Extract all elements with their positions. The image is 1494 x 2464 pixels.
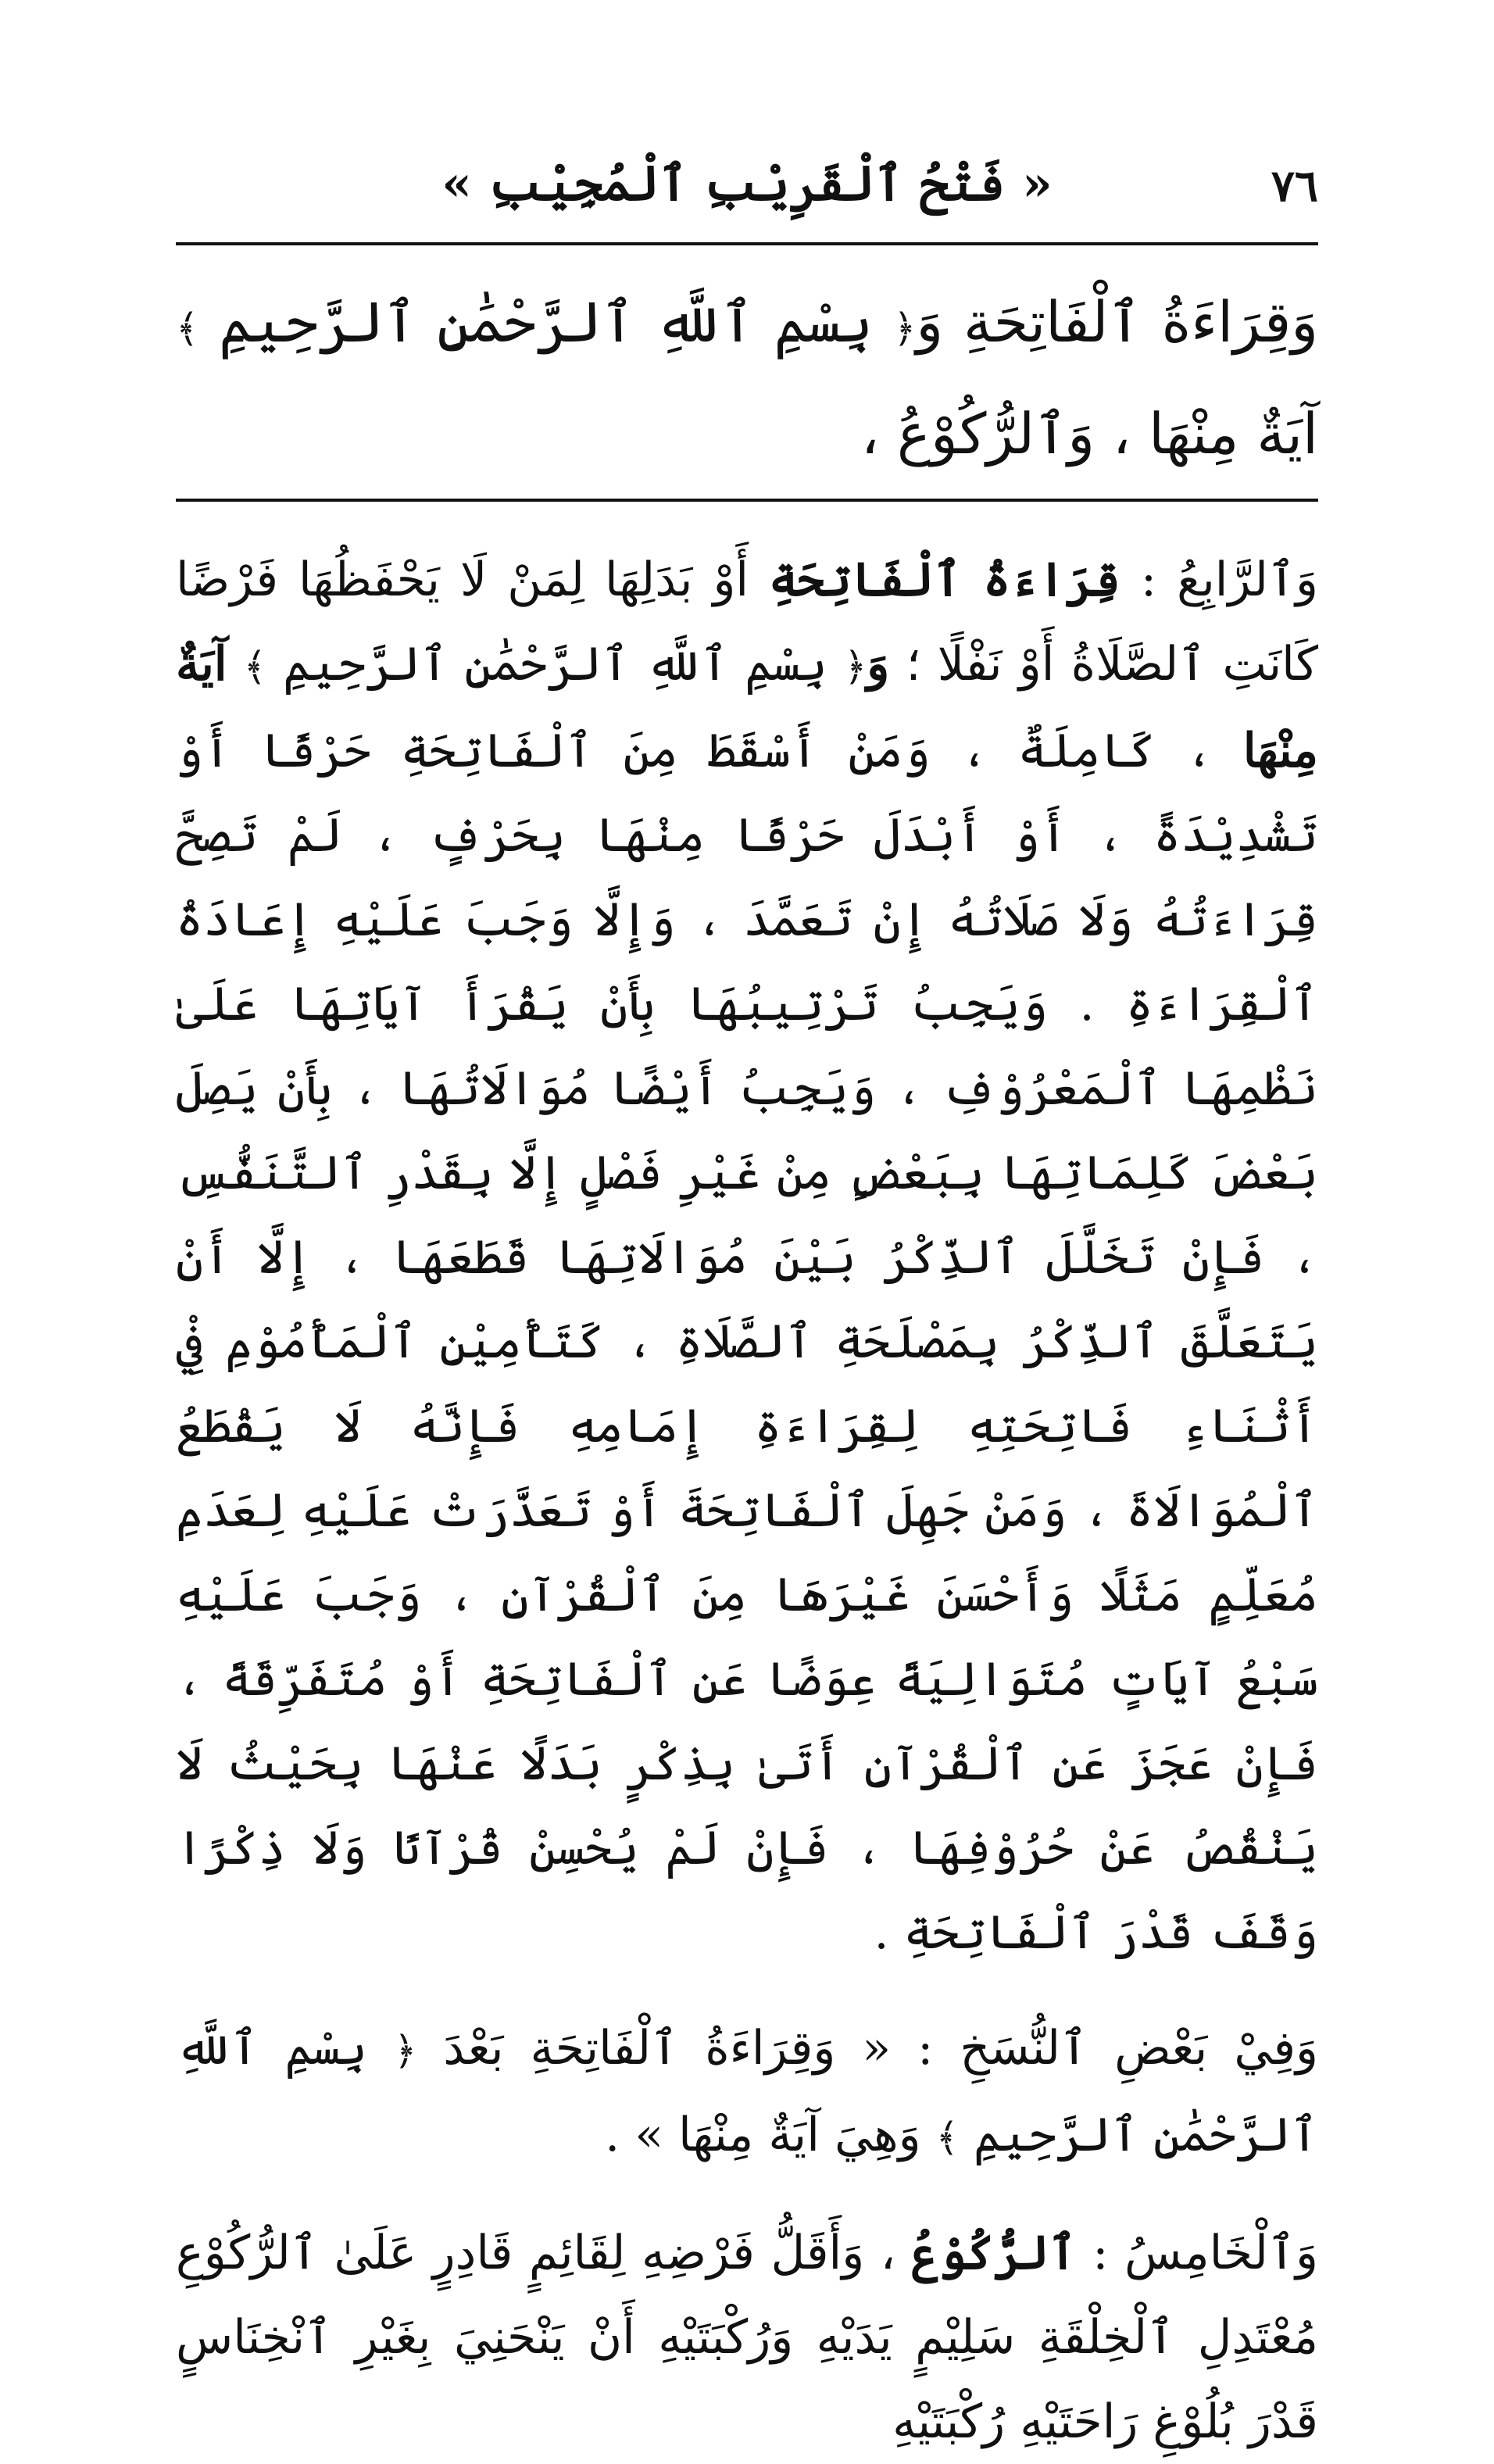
paragraph-fifth-pillar <box>176 2211 1318 2464</box>
variant-note: وَفِيْ بَعْضِ ٱلنُّسَخِ : « وَقِرَاءَةُ ٱلْفَاتِحَةِ بَعْدَ <box>443 2021 1319 2076</box>
ornament-open-icon: ﴿ <box>394 2028 417 2073</box>
matn-sharh-divider <box>176 499 1318 502</box>
matn-quote: وَ <box>867 637 890 692</box>
basmala: بِسْمِ ٱللَّهِ ٱلرَّحْمَٰنِ ٱلرَّحِيمِ <box>219 289 874 355</box>
ornament-close-icon: ﴾ <box>176 306 199 351</box>
matn-text <box>176 270 1318 487</box>
ornament-close-icon: ﴾ <box>935 2115 959 2160</box>
basmala: بِسْمِ ٱللَّهِ ٱلرَّحْمَٰنِ ٱلرَّحِيمِ <box>176 2021 1318 2162</box>
running-title: « فَتْحُ ٱلْقَرِيْبِ ٱلْمُجِيْبِ » <box>441 155 1053 212</box>
paragraph-fourth-pillar <box>176 538 1318 1975</box>
matn-quote: آيَةٌ مِنْهَا <box>176 637 1319 778</box>
page-number: ٧٦ <box>1271 160 1318 212</box>
variant-note: وَهِيَ آيَةٌ مِنْهَا » . <box>605 2108 921 2162</box>
matn-text-1: وَقِرَاءَةُ ٱلْفَاتِحَةِ وَ <box>916 289 1319 355</box>
paragraph-variant-note <box>176 2006 1318 2180</box>
sharh-text <box>176 538 1318 2464</box>
commentary: أَوْ بَدَلِهَا لِمَنْ لَا يَحْفَظُهَا فَرْضًا كَانَتِ ٱلصَّلَاةُ أَوْ نَفْلًا ؛ <box>176 553 1319 692</box>
pillar-label: وَٱلرَّابِعُ : <box>1140 553 1318 607</box>
page-header <box>176 148 1318 234</box>
basmala: بِسْمِ ٱللَّهِ ٱلرَّحْمَٰنِ ٱلرَّحِيمِ <box>283 637 827 692</box>
commentary: ، وَأَقَلُّ فَرْضِهِ لِقَائِمٍ قَادِرٍ عَلَىٰ ٱلرُّكُوْعِ مُعْتَدِلِ ٱلْخِلْقَةِ سَلِيْمٍ يَدَيْهِ وَرُكْبَتَيْهِ أَنْ يَنْحَنِيَ بِغَيْرِ ٱنْخِنَاسٍ قَدْرَ بُلُوْغِ رَاحَتَيْهِ رُكْبَتَيْهِ <box>176 2226 1318 2449</box>
matn-text-2: آيَةٌ مِنْهَا ، وَٱلرُّكُوْعُ ، <box>860 401 1318 467</box>
pillar-label: وَٱلْخَامِسُ : <box>1092 2226 1319 2280</box>
ornament-open-icon: ﴿ <box>843 644 867 689</box>
commentary: ، كَامِلَةٌ ، وَمَنْ أَسْقَطَ مِنَ ٱلْفَاتِحَةِ حَرْفًا أَوْ تَشْدِيْدَةً ، أَوْ أَبْدَلَ حَرْفًا مِنْهَا بِحَرْفٍ ، لَمْ تَصِحَّ قِرَاءَتُهُ وَلَا صَلَاتُهُ إِنْ تَعَمَّدَ ، وَإِلَّا وَجَبَ عَلَيْهِ إِعَادَةُ ٱلْقِرَاءَةِ . وَيَجِبُ تَرْتِيبُهَا بِأَنْ يَقْرَأَ آيَاتِهَا عَلَىٰ نَظْمِهَا ٱلْمَعْرُوْفِ ، وَيَجِبُ أَيْضًا مُوَالَاتُهَا ، بِأَنْ يَصِلَ بَعْضَ كَلِمَاتِهَا بِبَعْضٍ مِنْ غَيْرِ فَصْلٍ إِلَّا بِقَدْرِ ٱلتَّنَفُّسِ ، فَإِنْ تَخَلَّلَ ٱلذِّكْرُ بَيْنَ مُوَالَاتِهَا قَطَعَهَا ، إِلَّا أَنْ يَتَعَلَّقَ ٱلذِّكْرُ بِمَصْلَحَةِ ٱلصَّلَاةِ ، كَتَأْمِيْنِ ٱلْمَأْمُوْمِ فِيْ أَثْنَاءِ فَاتِحَتِهِ لِقِرَاءَةِ إِمَامِهِ فَإِنَّهُ لَا يَقْطَعُ ٱلْمُوَالَاةَ ، وَمَنْ جَهِلَ ٱلْفَاتِحَةَ أَوْ تَعَذَّرَتْ عَلَيْهِ لِعَدَمِ مُعَلِّمٍ مَثَلًا وَأَحْسَنَ غَيْرَهَا مِنَ ٱلْقُرْآنِ ، وَجَبَ عَلَيْهِ سَبْعُ آيَاتٍ مُتَوَالِيَةً عِوَضًا عَنِ ٱلْفَاتِحَةِ أَوْ مُتَفَرِّقَةً ، فَإِنْ عَجَزَ عَنِ ٱلْقُرْآنِ أَتَىٰ بِذِكْرٍ بَدَلًا عَنْهَا بِحَيْثُ لَا يَنْقُصُ عَنْ حُرُوْفِهَا ، فَإِنْ لَمْ يُحْسِنْ قُرْآنًا وَلَا ذِكْرًا وَقَفَ قَدْرَ ٱلْفَاتِحَةِ . <box>176 724 1319 1960</box>
matn-quote: ٱلرُّكُوْعُ <box>911 2226 1077 2280</box>
ornament-open-icon: ﴿ <box>893 306 917 351</box>
matn-quote: قِرَاءَةُ ٱلْفَاتِحَةِ <box>769 553 1120 607</box>
ornament-close-icon: ﴾ <box>243 644 267 689</box>
header-rule <box>176 242 1318 245</box>
